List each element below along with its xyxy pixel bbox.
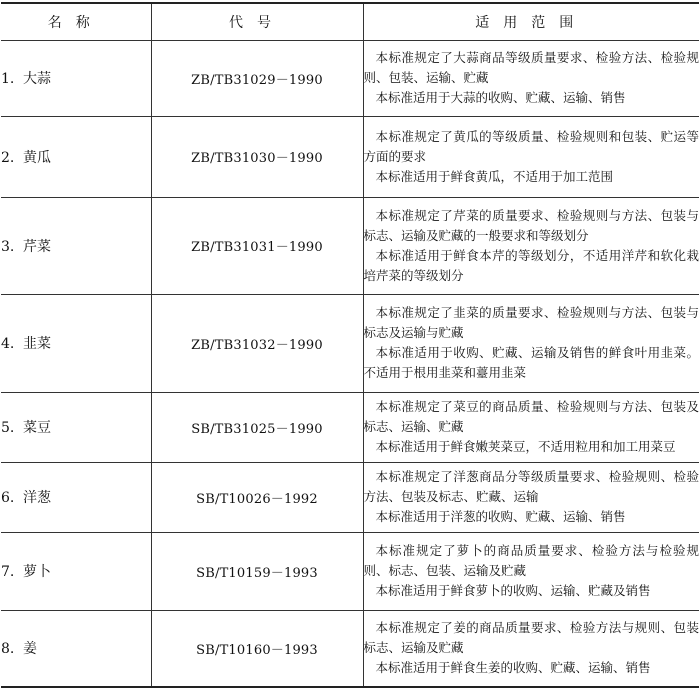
vegetable-name-cell bbox=[1, 116, 151, 197]
vegetable-name: 洋葱 bbox=[23, 490, 51, 506]
scope-paragraph: 本标准适用于鲜食萝卜的收购、运输、贮藏及销售 bbox=[375, 583, 651, 598]
vegetable-name: 姜 bbox=[23, 641, 37, 658]
header-name: 名称 bbox=[1, 3, 151, 40]
table-row bbox=[1, 40, 699, 116]
scope-paragraph: 本标准规定了大蒜商品等级质量要求、检验方法、检验规则、包装、运输、贮藏 bbox=[363, 50, 699, 85]
scope-paragraph: 本标准适用于鲜食本芹的等级划分，不适用洋芹和软化栽培芹菜的等级划分 bbox=[363, 247, 699, 283]
vegetable-name: 芹菜 bbox=[23, 238, 51, 255]
scope-cell bbox=[363, 462, 699, 532]
header-scope: 适用范围 bbox=[363, 3, 699, 40]
row-number: 2. bbox=[1, 149, 15, 166]
vegetable-name-cell bbox=[1, 392, 151, 462]
scope-paragraph: 本标准规定了芹菜的质量要求、检验规则与方法、包装与标志、运输及贮藏的一般要求和等级划分 bbox=[363, 207, 699, 243]
row-number: 1. bbox=[1, 71, 15, 87]
scope-cell bbox=[363, 40, 699, 116]
table-row bbox=[1, 462, 699, 532]
table-row bbox=[1, 610, 699, 687]
scope-cell bbox=[363, 532, 699, 610]
vegetable-name: 菜豆 bbox=[23, 420, 51, 436]
standard-code-cell: SB/T10159－1993 bbox=[151, 532, 363, 610]
row-number: 3. bbox=[1, 238, 15, 255]
vegetable-name-cell bbox=[1, 610, 151, 687]
row-number: 6. bbox=[1, 490, 15, 506]
scope-paragraph: 本标准适用于大蒜的收购、贮藏、运输、销售 bbox=[375, 90, 626, 105]
scope-paragraph: 本标准规定了洋葱商品分等级质量要求、检验规则、检验方法、包装及标志、贮藏、运输 bbox=[363, 469, 699, 504]
vegetable-standards-table bbox=[1, 2, 699, 688]
row-number: 7. bbox=[1, 564, 15, 580]
vegetable-name: 黄瓜 bbox=[23, 149, 51, 166]
vegetable-name-cell bbox=[1, 462, 151, 532]
scope-cell bbox=[363, 392, 699, 462]
standard-code-cell: ZB/TB31031－1990 bbox=[151, 197, 363, 294]
scope-paragraph: 本标准规定了姜的商品质量要求、检验方法与规则、包装标志、运输及贮藏 bbox=[363, 620, 699, 656]
header-code: 代号 bbox=[151, 3, 363, 40]
scope-paragraph: 本标准适用于收购、贮藏、运输及销售的鲜食叶用韭菜。不适用于根用韭菜和薹用韭菜 bbox=[363, 345, 699, 380]
scope-cell bbox=[363, 610, 699, 687]
vegetable-name: 韭菜 bbox=[23, 336, 51, 352]
scope-cell bbox=[363, 116, 699, 197]
table-row bbox=[1, 392, 699, 462]
scope-paragraph: 本标准适用于鲜食生姜的收购、贮藏、运输、销售 bbox=[375, 660, 651, 676]
vegetable-name-cell bbox=[1, 40, 151, 116]
standard-code-cell: SB/T10026－1992 bbox=[151, 462, 363, 532]
row-number: 5. bbox=[1, 420, 15, 436]
standard-code-cell: ZB/TB31030－1990 bbox=[151, 116, 363, 197]
vegetable-name-cell bbox=[1, 532, 151, 610]
row-number: 4. bbox=[1, 336, 15, 352]
scope-paragraph: 本标准规定了韭菜的质量要求、检验规则与方法、包装与标志及运输与贮藏 bbox=[363, 305, 699, 340]
scope-paragraph: 本标准适用于鲜食嫩荚菜豆，不适用粒用和加工用菜豆 bbox=[375, 439, 676, 454]
scope-paragraph: 本标准适用于洋葱的收购、贮藏、运输、销售 bbox=[375, 509, 626, 524]
scope-cell bbox=[363, 294, 699, 392]
table-body bbox=[1, 40, 699, 687]
standard-code-cell: SB/TB31025－1990 bbox=[151, 392, 363, 462]
table-row bbox=[1, 116, 699, 197]
scope-paragraph: 本标准规定了菜豆的商品质量、检验规则与方法、包装及标志、运输、贮藏 bbox=[363, 399, 699, 434]
row-number: 8. bbox=[1, 641, 15, 658]
standard-code-cell: ZB/TB31032－1990 bbox=[151, 294, 363, 392]
scope-paragraph: 本标准规定了黄瓜的等级质量、检验规则和包装、贮运等方面的要求 bbox=[363, 128, 699, 164]
table-row bbox=[1, 294, 699, 392]
table-header-row bbox=[1, 3, 699, 40]
scope-paragraph: 本标准规定了萝卜的商品质量要求、检验方法与检验规则、标志、包装、运输及贮藏 bbox=[363, 543, 699, 578]
scope-cell bbox=[363, 197, 699, 294]
scope-paragraph: 本标准适用于鲜食黄瓜，不适用于加工范围 bbox=[375, 168, 614, 184]
vegetable-name: 萝卜 bbox=[23, 564, 51, 580]
standard-code-cell: SB/T10160－1993 bbox=[151, 610, 363, 687]
vegetable-name-cell bbox=[1, 197, 151, 294]
vegetable-name-cell bbox=[1, 294, 151, 392]
table-row bbox=[1, 197, 699, 294]
table-row bbox=[1, 532, 699, 610]
vegetable-name: 大蒜 bbox=[23, 71, 51, 87]
standard-code-cell: ZB/TB31029－1990 bbox=[151, 40, 363, 116]
